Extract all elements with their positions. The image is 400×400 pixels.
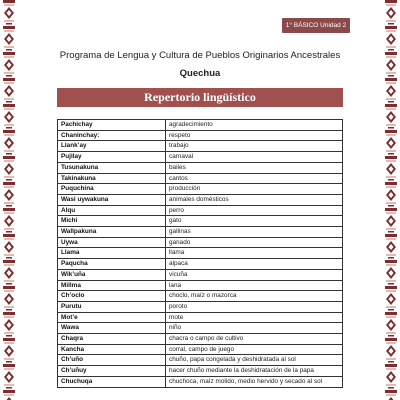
table-row	[58, 184, 343, 195]
table-row	[58, 205, 343, 216]
table-row	[58, 323, 343, 334]
quechua-term: Ch’uñuy	[58, 366, 166, 377]
table-row	[58, 259, 343, 270]
table-row	[58, 248, 343, 259]
spanish-meaning: corral, campo de juego	[166, 344, 343, 355]
spanish-meaning: respeto	[166, 130, 343, 141]
vocabulary-table	[57, 119, 343, 388]
spanish-meaning: niño	[166, 323, 343, 334]
table-row	[58, 366, 343, 377]
quechua-term: Ch’oclo	[58, 291, 166, 302]
table-row	[58, 312, 343, 323]
table-row	[58, 376, 343, 387]
spanish-meaning: ganado	[166, 237, 343, 248]
table-row	[58, 237, 343, 248]
table-row	[58, 334, 343, 345]
quechua-term: Mot’e	[58, 312, 166, 323]
spanish-meaning: alpaca	[166, 259, 343, 270]
quechua-term: Paqucha	[58, 259, 166, 270]
quechua-term: Chaqra	[58, 334, 166, 345]
quechua-term: Millma	[58, 280, 166, 291]
table-row	[58, 194, 343, 205]
quechua-term: Tusunakuna	[58, 162, 166, 173]
table-row	[58, 152, 343, 163]
quechua-term: Wallpakuna	[58, 227, 166, 238]
section-banner: Repertorio lingüístico	[57, 88, 343, 107]
spanish-meaning: gallinas	[166, 227, 343, 238]
language-title: Quechua	[179, 68, 221, 79]
quechua-term: Chaninchay:	[58, 130, 166, 141]
quechua-term: Wawa	[58, 323, 166, 334]
spanish-meaning: llama	[166, 248, 343, 259]
spanish-meaning: chacra o campo de cultivo	[166, 334, 343, 345]
spanish-meaning: lana	[166, 280, 343, 291]
table-row	[58, 130, 343, 141]
spanish-meaning: cantos	[166, 173, 343, 184]
spanish-meaning: chuchoca, maíz molido, medio hervido y secado al sol	[166, 376, 343, 387]
spanish-meaning: hacer chuño mediante la deshidratación de la papa	[166, 366, 343, 377]
quechua-term: Pachichay	[58, 120, 166, 131]
spanish-meaning: poroto	[166, 301, 343, 312]
quechua-term: Llank’ay	[58, 141, 166, 152]
spanish-meaning: mote	[166, 312, 343, 323]
spanish-meaning: bailes	[166, 162, 343, 173]
table-row	[58, 301, 343, 312]
spanish-meaning: producción	[166, 184, 343, 195]
table-row	[58, 280, 343, 291]
quechua-term: Wasi uywakuna	[58, 194, 166, 205]
spanish-meaning: perro	[166, 205, 343, 216]
grade-unit-badge: 1° BÁSICO Unidad 2	[282, 18, 350, 33]
quechua-term: Pujllay	[58, 152, 166, 163]
spanish-meaning: agradecimiento	[166, 120, 343, 131]
quechua-term: Takinakuna	[58, 173, 166, 184]
quechua-term: Purutu	[58, 301, 166, 312]
table-row	[58, 162, 343, 173]
spanish-meaning: gato	[166, 216, 343, 227]
table-row	[58, 355, 343, 366]
quechua-term: Chuchuqa	[58, 376, 166, 387]
spanish-meaning: choclo, maíz o mazorca	[166, 291, 343, 302]
table-row	[58, 291, 343, 302]
quechua-term: Llama	[58, 248, 166, 259]
spanish-meaning: chuño, papa congelada y deshidratada al sol	[166, 355, 343, 366]
spanish-meaning: animales domésticos	[166, 194, 343, 205]
spanish-meaning: trabajo	[166, 141, 343, 152]
table-row	[58, 227, 343, 238]
quechua-term: Ch’uño	[58, 355, 166, 366]
table-row	[58, 216, 343, 227]
spanish-meaning: carnaval	[166, 152, 343, 163]
table-row	[58, 120, 343, 131]
quechua-term: Wik’uña	[58, 269, 166, 280]
table-row	[58, 141, 343, 152]
quechua-term: Michi	[58, 216, 166, 227]
quechua-term: Kancha	[58, 344, 166, 355]
spanish-meaning: vicuña	[166, 269, 343, 280]
program-title: Programa de Lengua y Cultura de Pueblos Originarios Ancestrales	[59, 50, 341, 61]
table-row	[58, 269, 343, 280]
quechua-term: Puquchina	[58, 184, 166, 195]
table-row	[58, 344, 343, 355]
table-row	[58, 173, 343, 184]
quechua-term: Alqu	[58, 205, 166, 216]
quechua-term: Uywa	[58, 237, 166, 248]
